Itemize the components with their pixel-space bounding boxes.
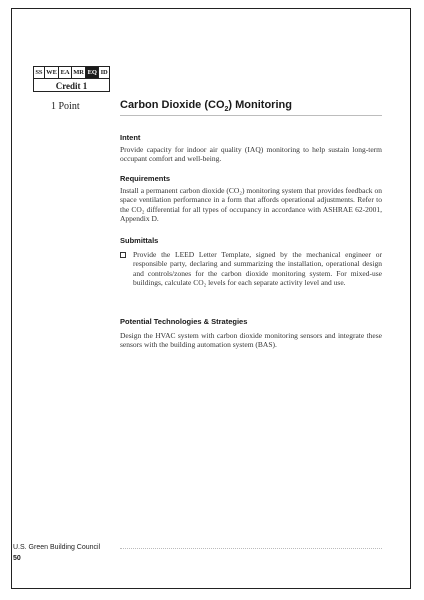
category-we: WE [45, 67, 59, 78]
checkbox-icon [120, 252, 126, 258]
strategies-heading: Potential Technologies & Strategies [120, 317, 248, 326]
title-divider [120, 115, 382, 116]
title-main: Carbon Dioxide (CO [120, 99, 225, 111]
points-label: 1 Point [51, 101, 80, 112]
credit-title [120, 99, 292, 113]
requirements-heading: Requirements [120, 174, 171, 183]
category-ea: EA [59, 67, 72, 78]
page-frame [11, 8, 411, 589]
category-eq: EQ [86, 67, 99, 78]
category-ss: SS [34, 67, 45, 78]
credit-label: Credit 1 [55, 81, 88, 91]
footer-organization: U.S. Green Building Council [13, 544, 101, 551]
title-subscript: 2 [224, 106, 229, 114]
category-tabs [34, 67, 109, 79]
intent-text: Provide capacity for indoor air quality (IAQ) monitoring to help sustain long-term occupant comfort and well-being. [120, 145, 382, 164]
category-id: ID [100, 69, 108, 76]
page-number: 50 [13, 555, 21, 562]
credit-category-box [33, 66, 110, 92]
intent-heading: Intent [120, 133, 141, 142]
submittals-heading: Submittals [120, 236, 159, 245]
category-mr: MR [72, 67, 86, 78]
footer-divider [120, 548, 382, 549]
requirements-text: Install a permanent carbon dioxide (CO₂) monitoring system that provides feedback on space ventilation performance in a form that affords operational adjustments. Refer to the CO₂ differential for all types of occupancy in accordance with ASHRAE 62-2001, Appendix D. [120, 186, 382, 224]
title-end: ) Monitoring [228, 99, 292, 111]
submittal-text: Provide the LEED Letter Template, signed by the mechanical engineer or responsible party, declaring and summarizing the installation, operational design and controls/zones for the carbon dioxide monitoring system. For mixed-use buildings, calculate CO₂ levels for each separate activity level and use. [133, 250, 382, 288]
strategies-text: Design the HVAC system with carbon dioxide monitoring sensors and integrate these sensors with the building automation system (BAS). [120, 331, 382, 350]
